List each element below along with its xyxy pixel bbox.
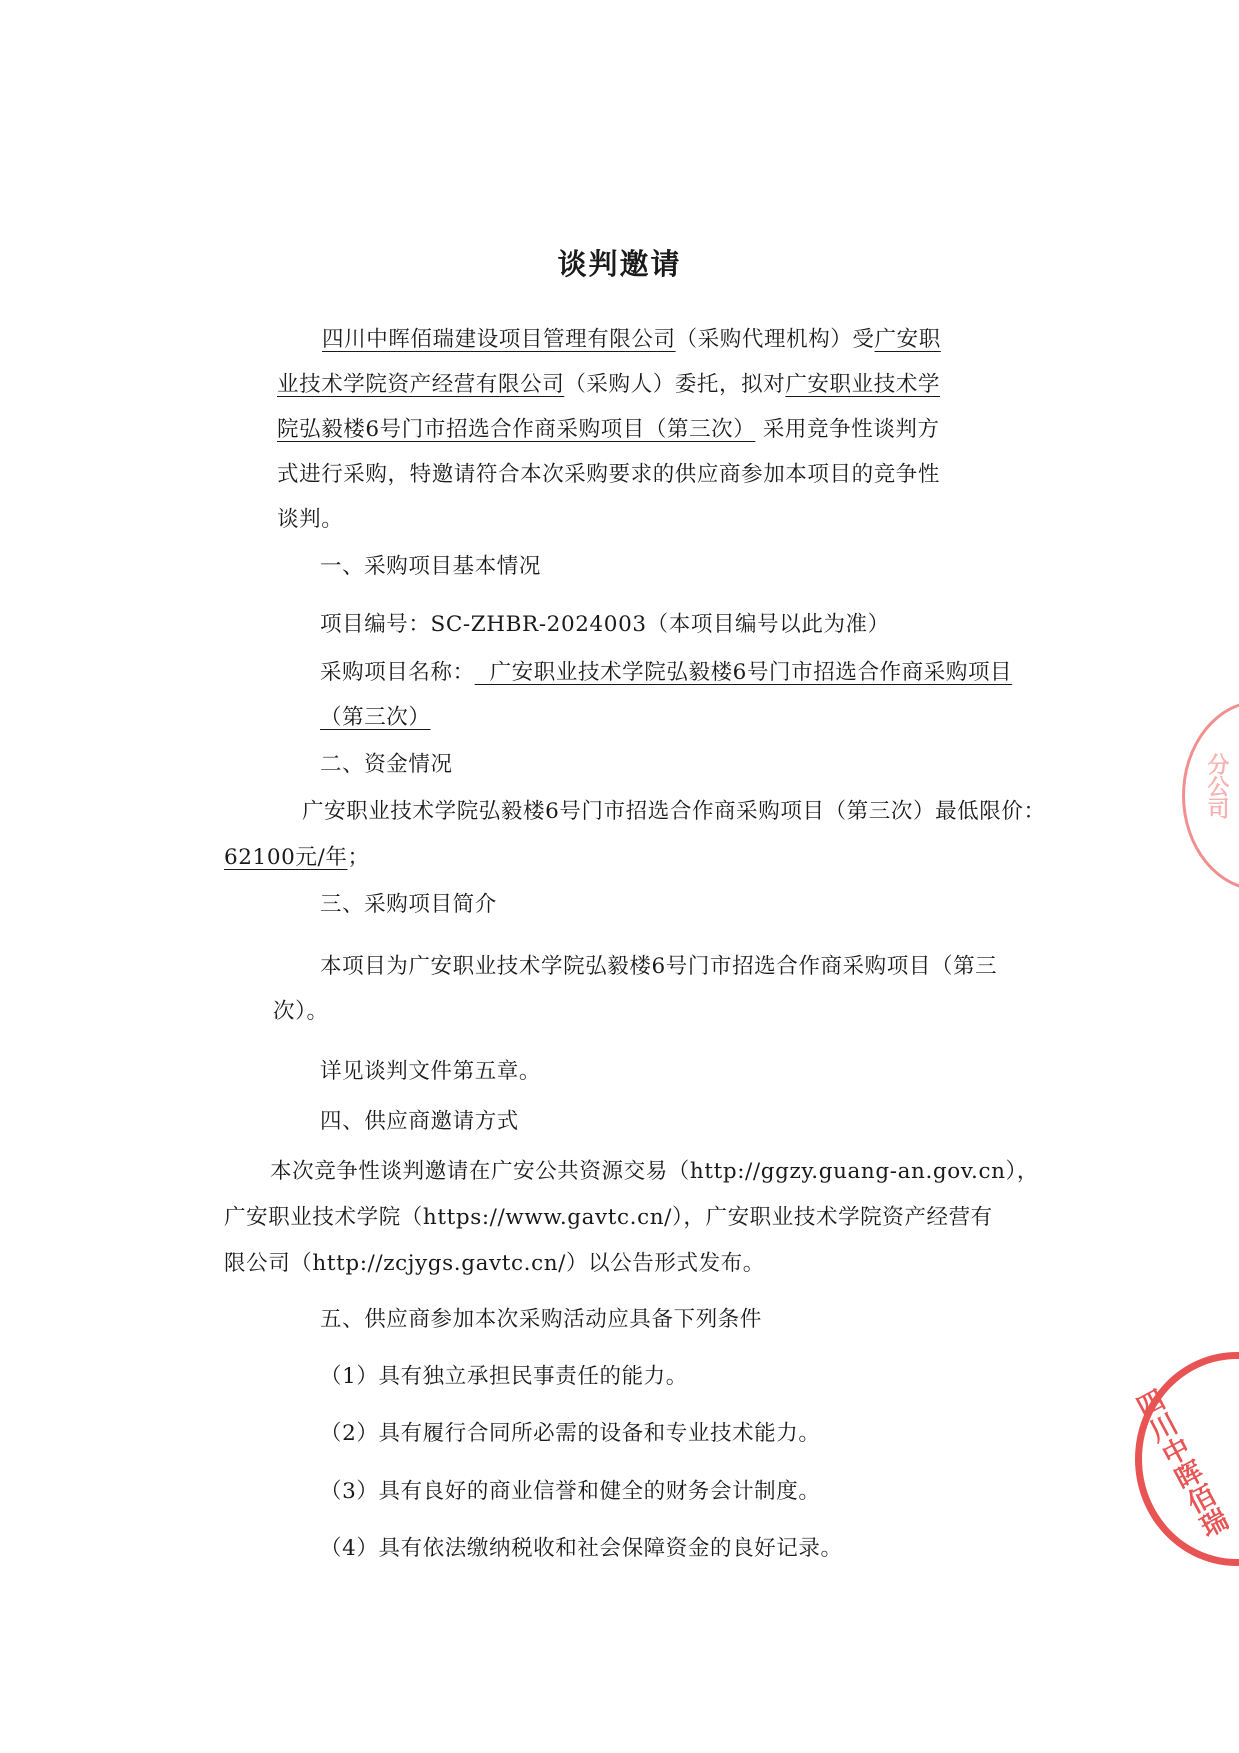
summary-line-1: 本项目为广安职业技术学院弘毅楼6号门市招选合作商采购项目（第三 — [320, 954, 998, 979]
summary-line-2: 次）。 — [273, 999, 329, 1024]
agency-name: 四川中晖佰瑞建设项目管理有限公司 — [322, 327, 676, 352]
purchaser-name-part: 广安职 — [874, 327, 941, 352]
funding-end: ； — [347, 845, 370, 870]
project-name-value — [475, 660, 1012, 685]
intro-text: （采购代理机构）受 — [675, 327, 875, 352]
seal-stamp-upper — [1182, 700, 1239, 891]
intro-line-1 — [322, 325, 941, 355]
section-4-heading: 四、供应商邀请方式 — [320, 1109, 519, 1134]
seal-stamp-lower — [1127, 1352, 1239, 1566]
project-name-part: 广安职业技术学 — [785, 372, 941, 397]
section-2-heading: 二、资金情况 — [320, 752, 453, 777]
price-limit: 62100元/年 — [224, 845, 348, 870]
intro-text: （采购人）委托，拟对 — [564, 372, 786, 397]
seal-text: 分公司 — [1204, 753, 1229, 819]
project-name-line-1 — [320, 658, 1012, 688]
summary-line-3: 详见谈判文件第五章。 — [320, 1059, 542, 1084]
funding-line-1: 广安职业技术学院弘毅楼6号门市招选合作商采购项目（第三次）最低限价： — [302, 799, 1046, 824]
section-3-heading: 三、采购项目简介 — [320, 892, 497, 917]
invite-line-2: 广安职业技术学院（https://www.gavtc.cn/），广安职业技术学院资产经营有 — [224, 1205, 993, 1230]
section-1-heading: 一、采购项目基本情况 — [320, 554, 542, 579]
project-name-line-2 — [320, 703, 431, 733]
intro-line-2 — [277, 370, 940, 400]
condition-item: （3）具有良好的商业信誉和健全的财务会计制度。 — [320, 1479, 821, 1504]
project-name-label: 采购项目名称： — [320, 660, 475, 685]
project-code: 项目编号：SC-ZHBR-2024003（本项目编号以此为准） — [320, 612, 890, 637]
intro-line-3 — [277, 415, 940, 445]
project-name-text: 广安职业技术学院弘毅楼6号门市招选合作商采购项目 — [489, 660, 1013, 685]
project-name-rest: 院弘毅楼6号门市招选合作商采购项目（第三次） — [277, 417, 756, 442]
intro-text: 采用竞争性谈判方 — [755, 417, 940, 442]
condition-item: （4）具有依法缴纳税收和社会保障资金的良好记录。 — [320, 1536, 843, 1561]
document-title: 谈判邀请 — [557, 247, 682, 281]
invite-line-3: 限公司（http://zcjygs.gavtc.cn/）以公告形式发布。 — [224, 1251, 765, 1276]
condition-item: （2）具有履行合同所必需的设备和专业技术能力。 — [320, 1421, 821, 1446]
intro-line-5: 谈判。 — [277, 507, 344, 532]
invite-line-1: 本次竞争性谈判邀请在广安公共资源交易（http://ggzy.guang-an.gov.cn）， — [270, 1159, 1039, 1184]
intro-line-4: 式进行采购，特邀请符合本次采购要求的供应商参加本项目的竞争性 — [277, 462, 941, 487]
condition-item: （1）具有独立承担民事责任的能力。 — [320, 1364, 688, 1389]
purchaser-name-rest: 业技术学院资产经营有限公司 — [277, 372, 565, 397]
seal-text: 四川中晖佰瑞 — [1127, 1385, 1232, 1543]
funding-line-2 — [224, 843, 370, 873]
project-name-value-2: （第三次） — [320, 705, 431, 730]
section-5-heading: 五、供应商参加本次采购活动应具备下列条件 — [320, 1307, 763, 1332]
